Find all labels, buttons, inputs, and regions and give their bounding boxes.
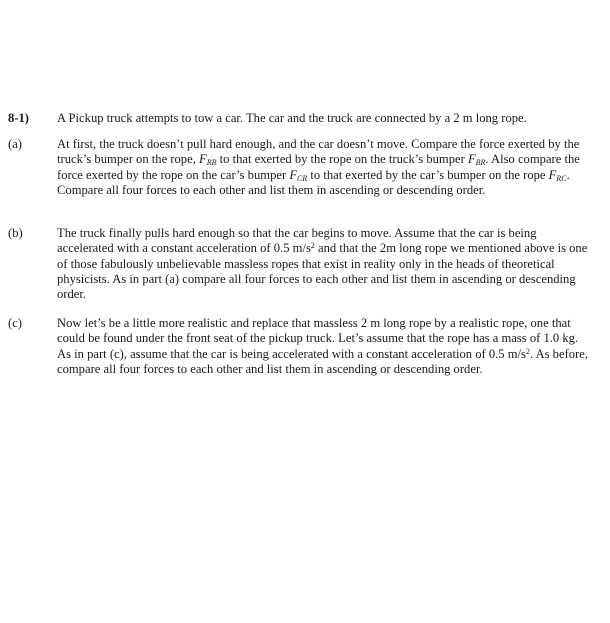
part-b-label: (b): [8, 226, 23, 240]
force-cr: [289, 168, 307, 182]
part-b-text: [57, 226, 590, 302]
part-a-text-1: At first, the truck doesn’t pull hard enough, and the car doesn’t move. Compare the force exerted by the truck’s bumper on the rope,: [57, 137, 580, 167]
force-rc: [549, 168, 567, 182]
force-rb: [199, 152, 216, 166]
part-a-label: (a): [8, 137, 22, 151]
part-a-text-4: to that exerted by the car’s bumper on the rope: [307, 167, 549, 182]
force-cr-subscript: CR: [297, 173, 308, 183]
force-rb-subscript: RB: [206, 158, 217, 168]
part-b-text-2: and that the 2m long rope we mentioned above is one of those fabulously unbelievable massless ropes that exist in reality only in the heads of theoretical physicists. As in part (a) compare all four forces to each other and list them in ascending or descending order.: [57, 241, 588, 302]
part-a-text-5: . Compare all four forces to each other and list them in ascending or descending order.: [57, 167, 570, 197]
part-c-exponent: 2: [525, 346, 530, 356]
force-br: [468, 152, 485, 166]
force-rc-symbol: F: [548, 167, 557, 182]
problem-intro: A Pickup truck attempts to tow a car. The car and the truck are connected by a 2 m long rope.: [57, 111, 527, 125]
part-c-label: (c): [8, 316, 22, 330]
problem-number: 8-1): [8, 111, 29, 125]
part-a-text-3: . Also compare the force exerted by the rope on the car’s bumper: [57, 152, 580, 182]
part-a-text: [57, 137, 590, 198]
force-br-symbol: F: [467, 152, 476, 167]
force-cr-symbol: F: [289, 167, 298, 182]
part-c-text-2: . As before, compare all four forces to each other and list them in ascending or descending order.: [57, 346, 588, 376]
force-br-subscript: BR: [475, 158, 486, 168]
part-b-exponent: 2: [310, 241, 315, 251]
force-rb-symbol: F: [199, 152, 207, 167]
part-c-text: [57, 316, 590, 377]
force-rc-subscript: RC: [556, 173, 567, 183]
part-c-text-1: Now let’s be a little more realistic and replace that massless 2 m long rope by a realistic rope, one that could be found under the front seat of the pickup truck. Let’s assume that the rope has a mass of 1.0 kg. As in part (c), assume that the car is being accelerated with a constant acceleration of 0.5 m/s: [57, 316, 579, 361]
part-a-text-2: to that exerted by the rope on the truck’s bumper: [216, 152, 468, 167]
part-b-text-1: The truck finally pulls hard enough so that the car begins to move. Assume that the car is being accelerated with a constant acceleration of 0.5 m/s: [57, 226, 537, 256]
